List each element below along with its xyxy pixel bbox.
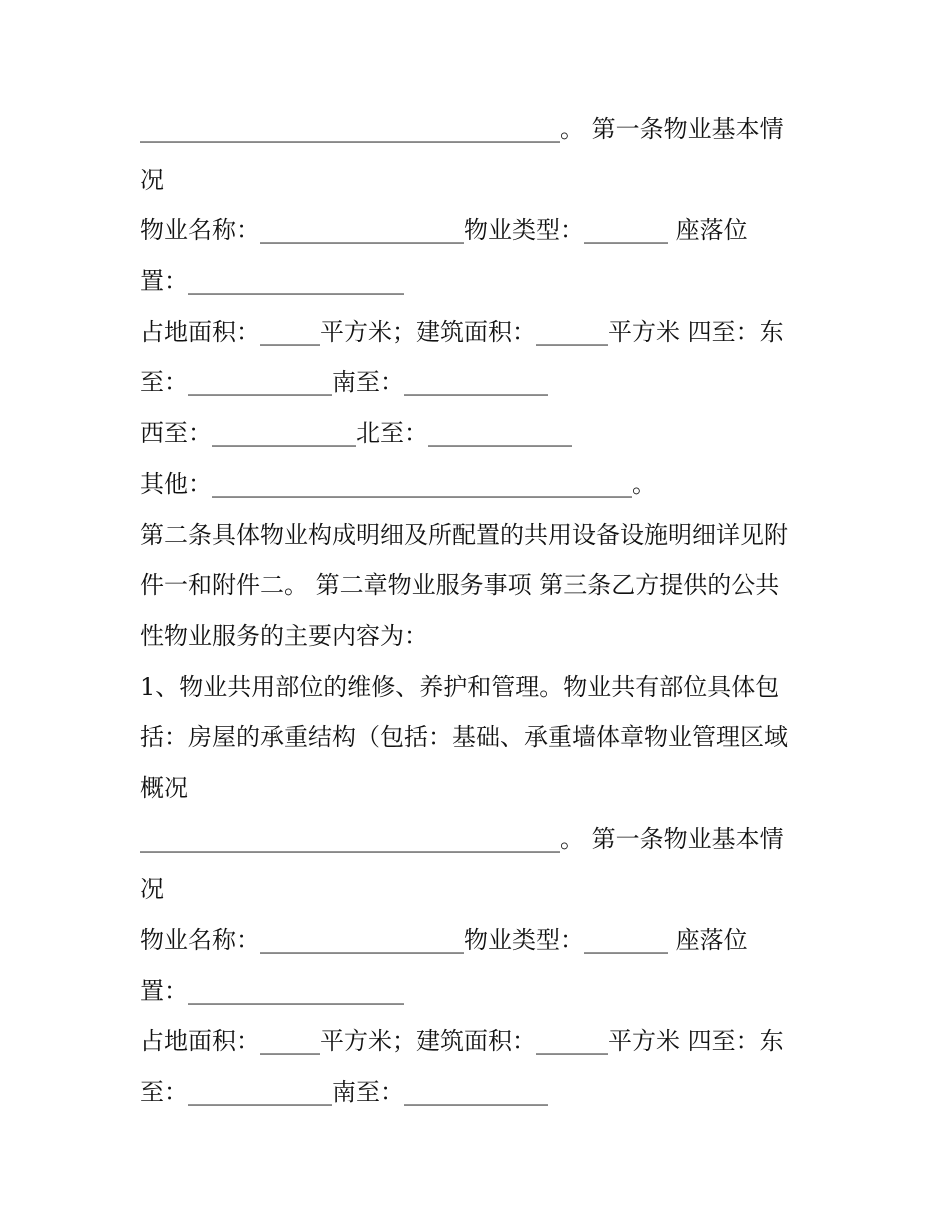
document-line: 占地面积：_____平方米；建筑面积：______平方米 四至：东 — [140, 317, 784, 346]
document-line: 至：____________南至：____________ — [140, 1078, 548, 1107]
document-line: 至：____________南至：____________ — [140, 368, 548, 397]
document-line: 况 — [140, 875, 164, 904]
document-line: 括：房屋的承重结构（包括：基础、承重墙体章物业管理区域 — [140, 723, 788, 752]
document-line: ___________________________________。 第一条物业基本情 — [140, 824, 784, 853]
document-line: 第二条具体物业构成明细及所配置的共用设备设施明细详见附 — [140, 520, 788, 549]
document-body — [140, 104, 812, 1118]
document-line: 性物业服务的主要内容为： — [140, 621, 428, 650]
document-line: 况 — [140, 165, 164, 194]
document-line: 置：__________________ — [140, 267, 404, 296]
document-line: 1、物业共用部位的维修、养护和管理。物业共有部位具体包 — [140, 672, 780, 701]
document-line: 件一和附件二。 第二章物业服务事项 第三条乙方提供的公共 — [140, 571, 780, 600]
document-line: 西至：____________北至：____________ — [140, 419, 572, 448]
document-line: 物业名称：_________________物业类型：_______ 座落位 — [140, 926, 748, 954]
document-line: 置：__________________ — [140, 976, 404, 1005]
document-line: 物业名称：_________________物业类型：_______ 座落位 — [140, 216, 748, 245]
document-line: 概况 — [140, 773, 188, 802]
document-line: ___________________________________。 第一条物业基本情 — [140, 115, 784, 143]
document-line: 其他：___________________________________。 — [140, 469, 656, 498]
document-line: 占地面积：_____平方米；建筑面积：______平方米 四至：东 — [140, 1027, 784, 1056]
